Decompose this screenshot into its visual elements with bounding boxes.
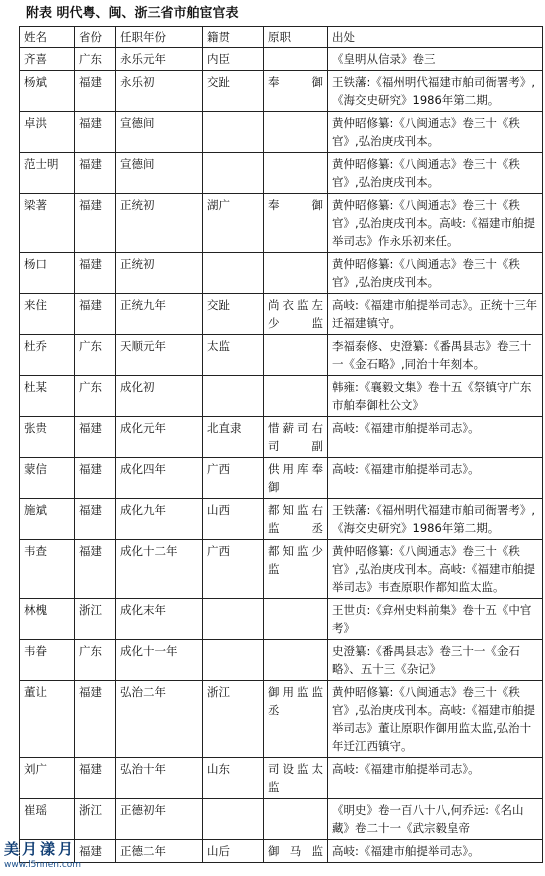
cell-province: 福建 [75, 112, 116, 153]
cell-post [264, 799, 328, 840]
cell-post: 都知监少监 [264, 540, 328, 599]
cell-source: 黄仲昭修纂:《八闽通志》卷三十《秩官》,弘治庚戌刊本。高岐:《福建市舶提举司志》韦查原职作都知监太监。 [328, 540, 543, 599]
cell-origin: 广西 [203, 458, 264, 499]
cell-year: 成化四年 [116, 458, 203, 499]
cell-origin: 山西 [203, 499, 264, 540]
table-row [20, 458, 543, 499]
cell-province: 福建 [75, 294, 116, 335]
cell-source: 黄仲昭修纂:《八闽通志》卷三十《秩官》,弘治庚戌刊本。 [328, 112, 543, 153]
cell-name: 张贵 [20, 417, 75, 458]
cell-source: 《明史》卷一百八十八,何乔远:《名山藏》卷二十一《武宗毅皇帝 [328, 799, 543, 840]
cell-post [264, 335, 328, 376]
table-row [20, 294, 543, 335]
watermark-text: 美月漾月 [4, 840, 77, 858]
cell-source: 高岐:《福建市舶提举司志》。 [328, 417, 543, 458]
header-year: 任职年份 [116, 27, 203, 48]
cell-year: 宣德间 [116, 112, 203, 153]
table-row [20, 71, 543, 112]
table-row [20, 153, 543, 194]
header-source: 出处 [328, 27, 543, 48]
page-title: 附表 明代粤、闽、浙三省市舶宦官表 [26, 6, 239, 21]
cell-origin [203, 376, 264, 417]
cell-year: 正德初年 [116, 799, 203, 840]
header-name: 姓名 [20, 27, 75, 48]
cell-year: 宣德间 [116, 153, 203, 194]
cell-province: 浙江 [75, 799, 116, 840]
cell-source: 李福泰修、史澄纂:《番禺县志》卷三十一《金石略》,同治十年刻本。 [328, 335, 543, 376]
cell-year: 成化元年 [116, 417, 203, 458]
table-row [20, 376, 543, 417]
watermark-url: www.l5nnen.com [4, 860, 82, 870]
table-row [20, 417, 543, 458]
cell-source: 黄仲昭修纂:《八闽通志》卷三十《秩官》,弘治庚戌刊本。高岐:《福建市舶提举司志》作永乐初来任。 [328, 194, 543, 253]
cell-post: 奉御 [264, 194, 328, 253]
cell-post: 供用库奉御 [264, 458, 328, 499]
cell-origin: 交趾 [203, 294, 264, 335]
cell-name: 卓洪 [20, 112, 75, 153]
cell-year: 成化初 [116, 376, 203, 417]
cell-source: 黄仲昭修纂:《八闽通志》卷三十《秩官》,弘治庚戌刊本。高岐:《福建市舶提举司志》董让原职作御用监太监,弘治十年迁江西镇守。 [328, 681, 543, 758]
cell-province: 福建 [75, 253, 116, 294]
cell-province: 福建 [75, 499, 116, 540]
cell-province: 福建 [75, 758, 116, 799]
table-row [20, 799, 543, 840]
cell-source: 王铁藩:《福州明代福建市舶司衙署考》,《海交史研究》1986年第二期。 [328, 71, 543, 112]
cell-source: 王世贞:《弇州史料前集》卷十五《中官考》 [328, 599, 543, 640]
cell-province: 广东 [75, 376, 116, 417]
cell-name: 杨口 [20, 253, 75, 294]
table-row [20, 640, 543, 681]
cell-year: 正德二年 [116, 840, 203, 863]
table-row [20, 681, 543, 758]
cell-province: 福建 [75, 458, 116, 499]
cell-origin: 浙江 [203, 681, 264, 758]
cell-source: 《皇明从信录》卷三 [328, 48, 543, 71]
cell-post: 御用监监丞 [264, 681, 328, 758]
cell-post: 御马监 [264, 840, 328, 863]
cell-post: 惜薪司右司副 [264, 417, 328, 458]
cell-year: 成化十一年 [116, 640, 203, 681]
cell-name: 林槐 [20, 599, 75, 640]
cell-post [264, 112, 328, 153]
cell-source: 高岐:《福建市舶提举司志》。 [328, 458, 543, 499]
cell-origin [203, 253, 264, 294]
cell-province: 福建 [75, 153, 116, 194]
cell-year: 正统九年 [116, 294, 203, 335]
cell-origin: 北直隶 [203, 417, 264, 458]
cell-name: 来住 [20, 294, 75, 335]
cell-year: 永乐初 [116, 71, 203, 112]
cell-name: 杜某 [20, 376, 75, 417]
cell-province: 广东 [75, 335, 116, 376]
header-post: 原职 [264, 27, 328, 48]
cell-origin [203, 112, 264, 153]
table-row [20, 194, 543, 253]
cell-name: 韦眷 [20, 640, 75, 681]
cell-origin: 山东 [203, 758, 264, 799]
cell-origin [203, 799, 264, 840]
cell-province: 福建 [75, 417, 116, 458]
cell-origin: 内臣 [203, 48, 264, 71]
cell-name [20, 840, 75, 863]
cell-source: 韩雍:《襄毅文集》卷十五《祭镇守广东市舶奉御杜公文》 [328, 376, 543, 417]
cell-year: 弘治十年 [116, 758, 203, 799]
table-row [20, 112, 543, 153]
cell-name: 崔瑶 [20, 799, 75, 840]
cell-origin: 湖广 [203, 194, 264, 253]
cell-name: 杨斌 [20, 71, 75, 112]
cell-name: 董让 [20, 681, 75, 758]
cell-name: 梁著 [20, 194, 75, 253]
table-row [20, 253, 543, 294]
cell-post [264, 640, 328, 681]
cell-province: 福建 [75, 840, 116, 863]
cell-post [264, 376, 328, 417]
cell-name: 齐喜 [20, 48, 75, 71]
table-body [20, 48, 543, 863]
cell-source: 高岐:《福建市舶提举司志》。 [328, 840, 543, 863]
cell-post [264, 48, 328, 71]
cell-origin: 太监 [203, 335, 264, 376]
cell-origin [203, 599, 264, 640]
cell-province: 福建 [75, 681, 116, 758]
eunuch-table [19, 26, 543, 863]
cell-origin: 交趾 [203, 71, 264, 112]
header-province: 省份 [75, 27, 116, 48]
cell-post: 尚衣监左少监 [264, 294, 328, 335]
cell-source: 黄仲昭修纂:《八闽通志》卷三十《秩官》,弘治庚戌刊本。 [328, 253, 543, 294]
cell-province: 福建 [75, 71, 116, 112]
table-row [20, 599, 543, 640]
cell-post [264, 253, 328, 294]
cell-source: 黄仲昭修纂:《八闽通志》卷三十《秩官》,弘治庚戌刊本。 [328, 153, 543, 194]
cell-name: 蒙信 [20, 458, 75, 499]
cell-year: 成化末年 [116, 599, 203, 640]
cell-name: 韦查 [20, 540, 75, 599]
cell-province: 福建 [75, 540, 116, 599]
cell-origin [203, 640, 264, 681]
cell-source: 史澄纂:《番禺县志》卷三十一《金石略》、五十三《杂记》 [328, 640, 543, 681]
cell-name: 施斌 [20, 499, 75, 540]
cell-province: 福建 [75, 194, 116, 253]
table-row [20, 840, 543, 863]
cell-post [264, 153, 328, 194]
table-header-row [20, 27, 543, 48]
cell-province: 广东 [75, 640, 116, 681]
cell-year: 正统初 [116, 194, 203, 253]
cell-source: 王铁藩:《福州明代福建市舶司衙署考》,《海交史研究》1986年第二期。 [328, 499, 543, 540]
cell-source: 高岐:《福建市舶提举司志》。 [328, 758, 543, 799]
cell-year: 弘治二年 [116, 681, 203, 758]
cell-year: 成化十二年 [116, 540, 203, 599]
cell-province: 浙江 [75, 599, 116, 640]
cell-post: 都知监右监丞 [264, 499, 328, 540]
cell-name: 范士明 [20, 153, 75, 194]
cell-year: 正统初 [116, 253, 203, 294]
table-row [20, 540, 543, 599]
cell-origin: 广西 [203, 540, 264, 599]
header-origin: 籍贯 [203, 27, 264, 48]
table-row [20, 335, 543, 376]
table-row [20, 758, 543, 799]
table-row [20, 499, 543, 540]
cell-name: 刘广 [20, 758, 75, 799]
cell-origin: 山后 [203, 840, 264, 863]
cell-name: 杜乔 [20, 335, 75, 376]
cell-province: 广东 [75, 48, 116, 71]
cell-origin [203, 153, 264, 194]
cell-source: 高岐:《福建市舶提举司志》。正统十三年迁福建镇守。 [328, 294, 543, 335]
cell-year: 成化九年 [116, 499, 203, 540]
table-row [20, 48, 543, 71]
cell-post: 奉御 [264, 71, 328, 112]
cell-post: 司设监太监 [264, 758, 328, 799]
cell-year: 永乐元年 [116, 48, 203, 71]
cell-year: 天顺元年 [116, 335, 203, 376]
cell-post [264, 599, 328, 640]
